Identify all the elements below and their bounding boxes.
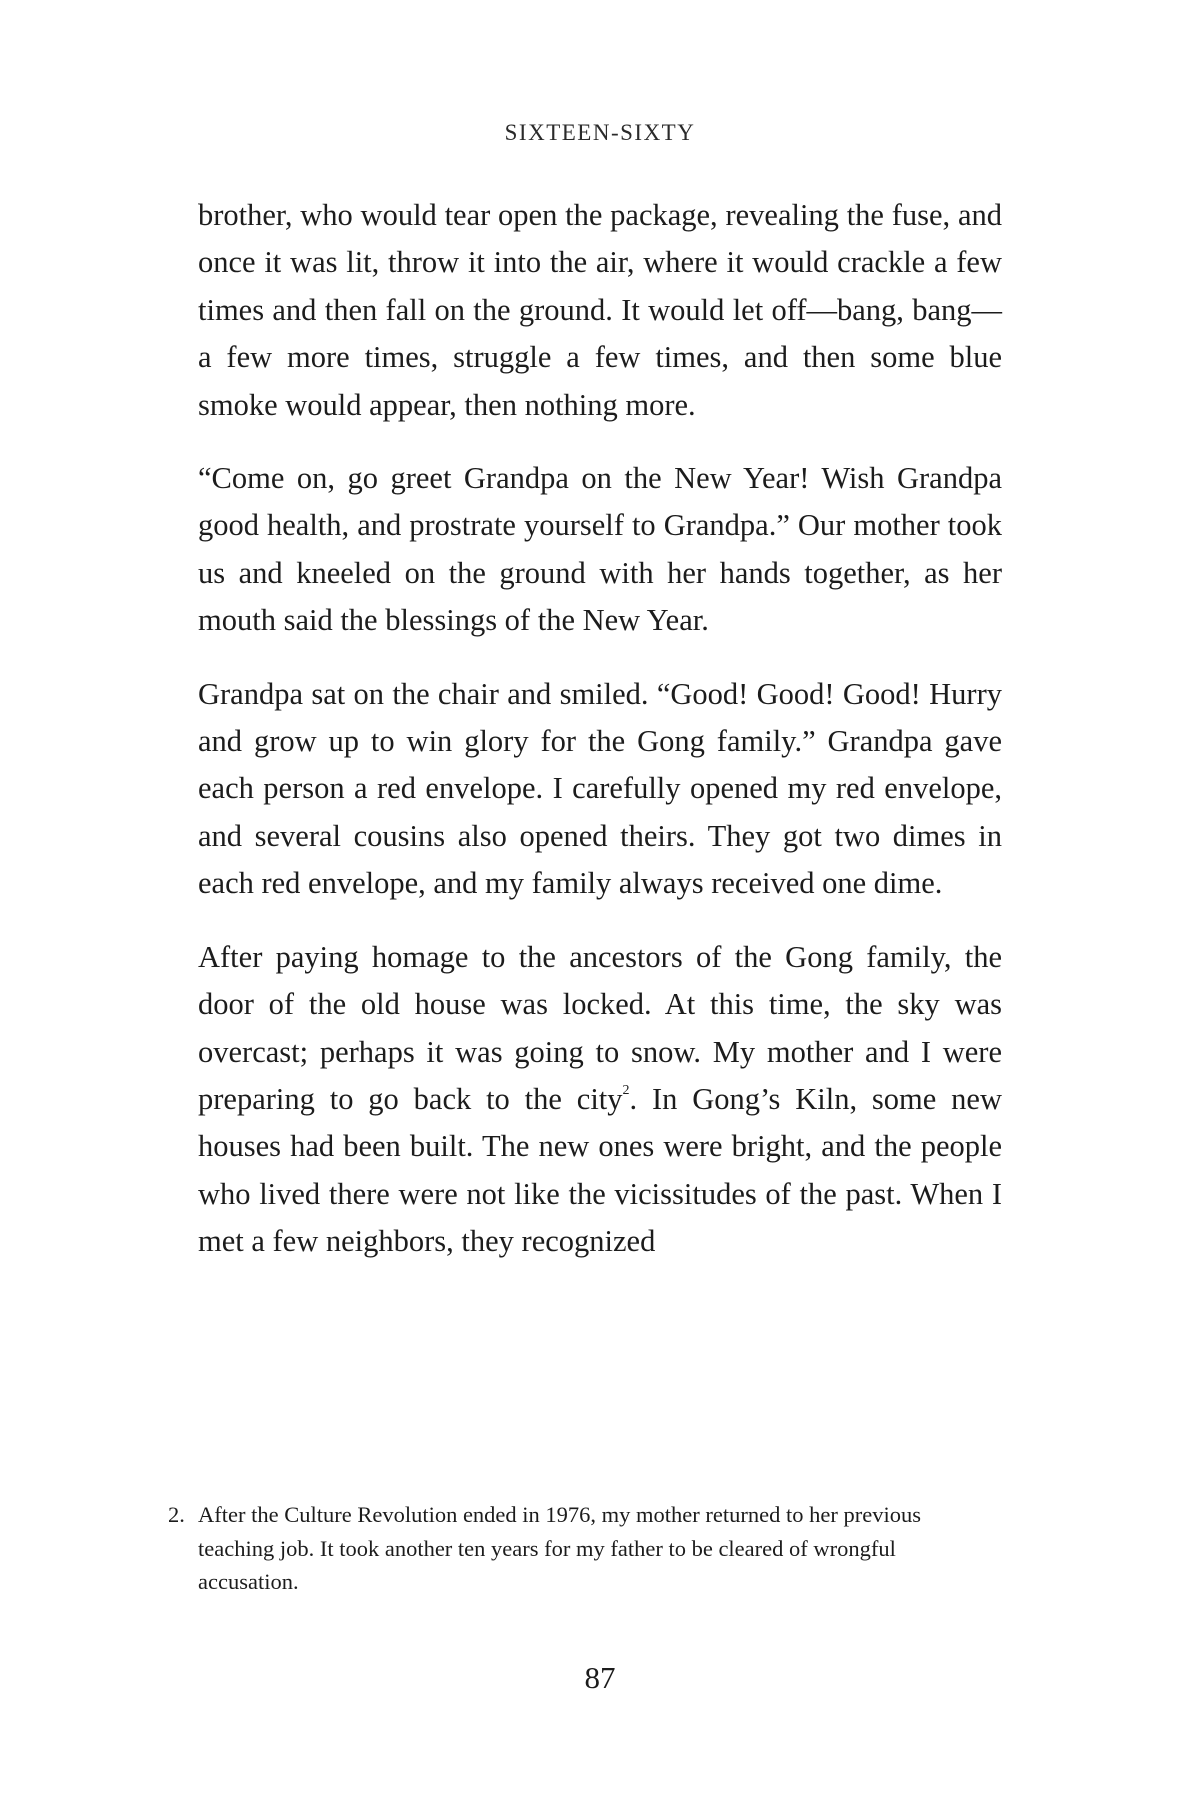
footnote-reference[interactable]: 2 <box>622 1082 630 1098</box>
paragraph-4 <box>198 934 1002 1266</box>
footnote-number: 2. <box>168 1502 185 1527</box>
paragraph-4-part-1: After paying homage to the ancestors of the Gong family, the door of the old house was locked. At this time, the sky was overcast; perhaps it was going to snow. My mother and I were preparing to go back to the city <box>198 939 1002 1116</box>
page-number: 87 <box>584 1660 616 1695</box>
body-text <box>198 192 1002 1266</box>
paragraph-2: “Come on, go greet Grandpa on the New Year! Wish Grandpa good health, and prostrate yourself to Grandpa.” Our mother took us and kneeled on the ground with her hands together, as her mouth said the blessings of the New Year. <box>198 461 1002 638</box>
footnote-2 <box>168 1498 1002 1599</box>
paragraph-4-part-2: . In Gong’s Kiln, some new houses had been built. The new ones were bright, and the people who lived there were not like the vicissitudes of the past. When I met a few neighbors, they recognized <box>198 1081 1002 1259</box>
footnote-text: After the Culture Revolution ended in 1976, my mother returned to her previous teaching job. It took another ten years for my father to be cleared of wrongful accusation. <box>198 1502 921 1594</box>
paragraph-3: Grandpa sat on the chair and smiled. “Good! Good! Good! Hurry and grow up to win glory for the Gong family.” Grandpa gave each person a red envelope. I carefully opened my red envelope, and several cousins also opened theirs. They got two dimes in each red envelope, and my family always received one dime. <box>198 676 1002 901</box>
running-head: SIXTEEN-SIXTY <box>504 120 696 145</box>
paragraph-1: brother, who would tear open the package, revealing the fuse, and once it was lit, throw it into the air, where it would crackle a few times and then fall on the ground. It would let off—bang, bang—a few more times, struggle a few times, and then some blue smoke would appear, then nothing more. <box>198 198 1002 422</box>
footnotes <box>168 1498 1002 1599</box>
